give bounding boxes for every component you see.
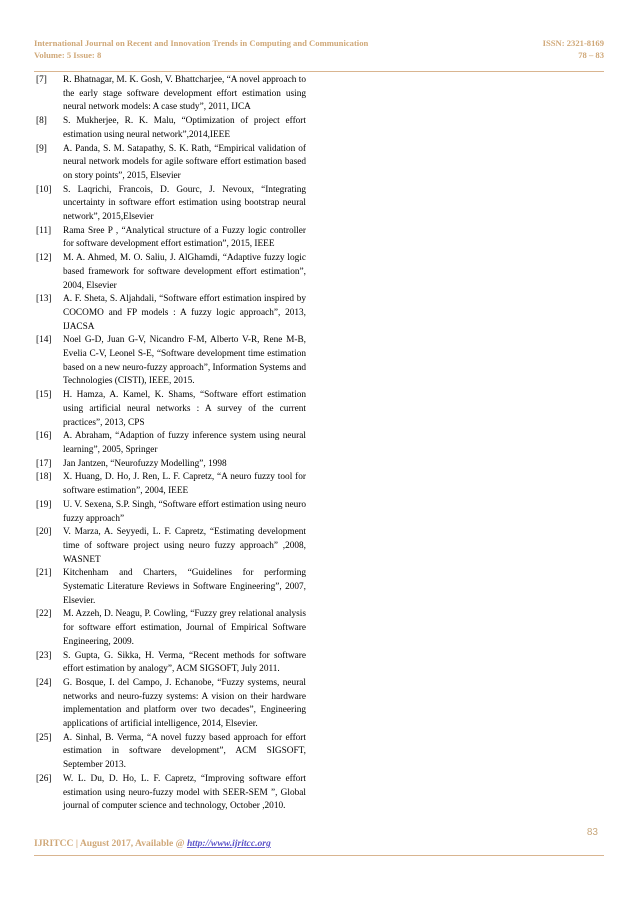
journal-title: International Journal on Recent and Innovation Trends in Computing and Communication xyxy=(34,38,369,48)
reference-number: [11] xyxy=(36,225,52,236)
footer-text: IJRITCC | August 2017, Available @ xyxy=(34,838,187,849)
reference-text: R. Bhatnagar, M. K. Gosh, V. Bhattcharjee, “A novel approach to the early stage software development effort estimation using neural network models: A case study”, 2011, IJCA xyxy=(63,75,306,113)
reference-number: [22] xyxy=(36,609,52,620)
reference-item xyxy=(36,773,306,814)
volume-issue: Volume: 5 Issue: 8 xyxy=(34,50,102,60)
reference-item xyxy=(36,115,306,142)
reference-number: [18] xyxy=(36,472,52,483)
reference-number: [8] xyxy=(36,116,47,127)
reference-item xyxy=(36,458,306,472)
reference-number: [23] xyxy=(36,650,52,661)
reference-number: [17] xyxy=(36,458,52,469)
reference-text: G. Bosque, I. del Campo, J. Echanobe, “Fuzzy systems, neural networks and neuro-fuzzy systems: A vision on their hardware implementation and platform over two decades”, Engineering applications of artificial intelligence, 2014, Elsevier. xyxy=(63,677,306,730)
reference-text: S. Gupta, G. Sikka, H. Verma, “Recent methods for software effort estimation by analogy”, ACM SIGSOFT, July 2011. xyxy=(63,650,306,675)
reference-item xyxy=(36,389,306,430)
reference-number: [15] xyxy=(36,390,52,401)
reference-number: [20] xyxy=(36,527,52,538)
reference-number: [21] xyxy=(36,568,52,579)
reference-list xyxy=(36,74,306,814)
running-header xyxy=(34,37,604,61)
reference-text: Kitchenham and Charters, “Guidelines for performing Systematic Literature Reviews in Software Engineering”, 2007, Elsevier. xyxy=(63,568,306,606)
reference-number: [25] xyxy=(36,732,52,743)
issn: ISSN: 2321-8169 xyxy=(542,38,604,48)
reference-item xyxy=(36,677,306,732)
reference-item xyxy=(36,252,306,293)
reference-text: Noel G-D, Juan G-V, Nicandro F-M, Alberto V-R, Rene M-B, Evelia C-V, Leonel S-E, “Software development time estimation based on a new neuro-fuzzy approach”, Information Systems and Technologies (CISTI), IEEE, 2015. xyxy=(63,335,306,387)
reference-number: [14] xyxy=(36,335,52,346)
reference-item xyxy=(36,225,306,252)
reference-text: M. Azzeh, D. Neagu, P. Cowling, “Fuzzy grey relational analysis for software effort estimation, Journal of Empirical Software Engineering, 2009. xyxy=(63,609,306,647)
reference-item xyxy=(36,293,306,334)
reference-item xyxy=(36,526,306,567)
reference-text: S. Laqrichi, Francois, D. Gourc, J. Nevoux, “Integrating uncertainty in software effort estimation using bootstrap neural network”, 2015,Elsevier xyxy=(63,184,306,223)
reference-number: [13] xyxy=(36,294,52,305)
running-footer xyxy=(34,838,271,849)
reference-text: Rama Sree P , “Analytical structure of a Fuzzy logic controller for software development effort estimation”, 2015, IEEE xyxy=(63,225,306,250)
reference-item xyxy=(36,732,306,773)
reference-item xyxy=(36,184,306,225)
reference-number: [7] xyxy=(36,75,47,85)
reference-number: [9] xyxy=(36,143,47,154)
reference-item xyxy=(36,608,306,649)
reference-text: H. Hamza, A. Kamel, K. Shams, “Software effort estimation using artificial neural networks : A survey of the current practices”, 2013, CPS xyxy=(63,390,306,428)
reference-text: S. Mukherjee, R. K. Malu, “Optimization of project effort estimation using neural network”,2014,IEEE xyxy=(63,116,306,140)
reference-text: A. Panda, S. M. Satapathy, S. K. Rath, “Empirical validation of neural network models for agile software effort estimation based on story points”, 2015, Elsevier xyxy=(63,143,306,181)
reference-text: A. Abraham, “Adaption of fuzzy inference system using neural learning”, 2005, Springer xyxy=(63,431,306,455)
reference-item xyxy=(36,430,306,457)
reference-number: [24] xyxy=(36,677,52,688)
reference-text: W. L. Du, D. Ho, L. F. Capretz, “Improving software effort estimation using neuro-fuzzy model with SEER-SEM ”, Global journal of computer science and technology, October ,2010. xyxy=(63,773,306,812)
reference-number: [10] xyxy=(36,184,52,195)
reference-text: Jan Jantzen, “Neurofuzzy Modelling”, 1998 xyxy=(63,458,227,469)
reference-number: [19] xyxy=(36,499,52,510)
page-range: 78 – 83 xyxy=(578,50,604,60)
reference-item xyxy=(36,334,306,389)
reference-text: A. Sinhal, B. Verma, “A novel fuzzy based approach for effort estimation in software development”, ACM SIGSOFT, September 2013. xyxy=(63,732,306,771)
reference-item xyxy=(36,499,306,526)
reference-text: V. Marza, A. Seyyedi, L. F. Capretz, “Estimating development time of software project using neuro fuzzy approach” ,2008, WASNET xyxy=(63,527,306,565)
footer-divider xyxy=(34,855,604,856)
reference-text: U. V. Sexena, S.P. Singh, “Software effort estimation using neuro fuzzy approach” xyxy=(63,499,306,524)
reference-item xyxy=(36,143,306,184)
reference-text: X. Huang, D. Ho, J. Ren, L. F. Capretz, “A neuro fuzzy tool for software estimation”, 2004, IEEE xyxy=(63,472,306,497)
journal-link[interactable]: http://www.ijritcc.org xyxy=(186,838,271,849)
page-number: 83 xyxy=(586,827,598,838)
reference-item xyxy=(36,74,306,115)
reference-number: [16] xyxy=(36,431,52,442)
reference-text: M. A. Ahmed, M. O. Saliu, J. AlGhamdi, “Adaptive fuzzy logic based framework for software development effort estimation”, 2004, Elsevier xyxy=(63,253,306,291)
reference-number: [26] xyxy=(36,773,52,784)
reference-number: [12] xyxy=(36,253,52,264)
reference-text: A. F. Sheta, S. Aljahdali, “Software effort estimation inspired by COCOMO and FP models : A fuzzy logic approach”, 2013, IJACSA xyxy=(63,294,306,332)
reference-item xyxy=(36,567,306,608)
header-divider xyxy=(34,71,604,72)
reference-item xyxy=(36,471,306,498)
reference-item xyxy=(36,650,306,677)
